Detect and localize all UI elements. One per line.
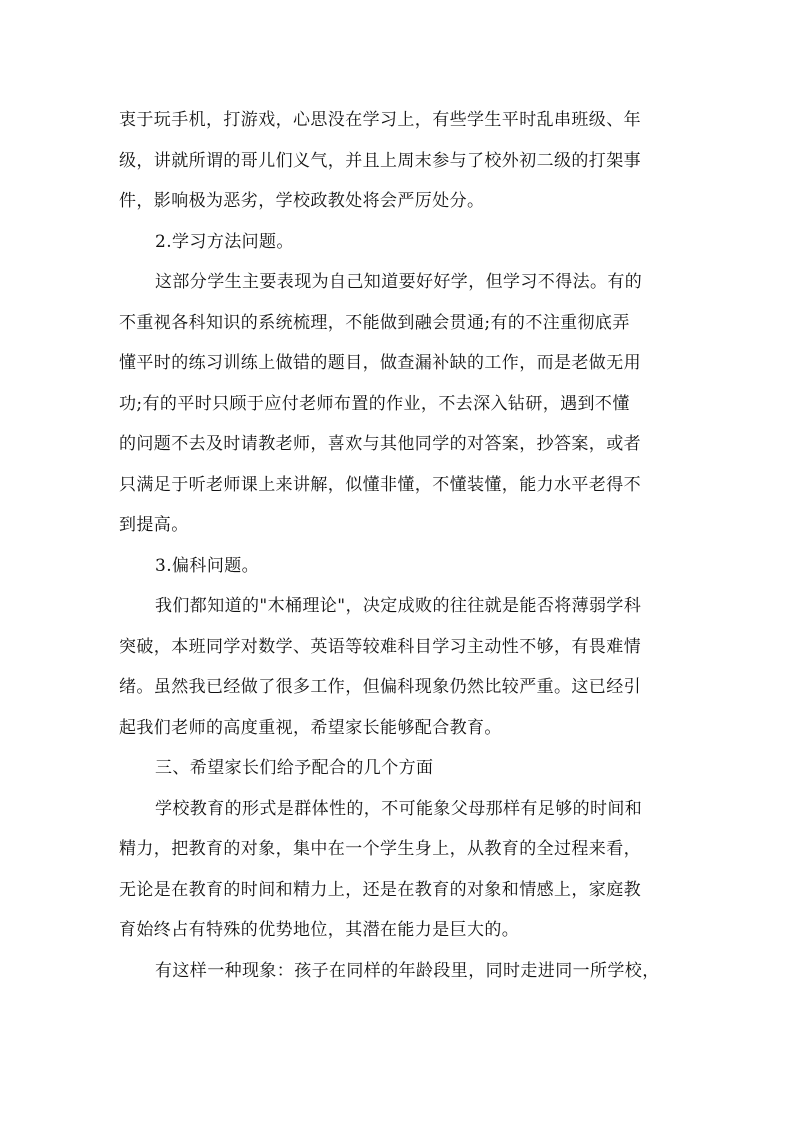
- text-line: 只满足于听老师课上来讲解，似懂非懂，不懂装懂，能力水平老得不: [119, 474, 641, 495]
- document-body: [119, 100, 685, 991]
- text-line: 有这样一种现象：孩子在同样的年龄段里，同时走进同一所学校，: [155, 960, 660, 981]
- text-line: 育始终占有特殊的优势地位，其潜在能力是巨大的。: [119, 920, 520, 940]
- text-line: 精力，把教育的对象，集中在一个学生身上，从教育的全过程来看，: [119, 839, 641, 859]
- text-line: 起我们老师的高度重视，希望家长能够配合教育。: [119, 717, 502, 738]
- text-line: 突破，本班同学对数学、英语等较难科目学习主动性不够，有畏难情: [119, 636, 641, 657]
- text-line: 件，影响极为恶劣，学校政教处将会严厉处分。: [119, 191, 485, 211]
- text-line: 功;有的平时只顾于应付老师布置的作业，不去深入钻研，遇到不懂: [119, 393, 630, 414]
- text-line: 懂平时的练习训练上做错的题目，做查漏补缺的工作，而是老做无用: [119, 353, 641, 373]
- text-line: 级，讲就所谓的哥儿们义气，并且上周末参与了校外初二级的打架事: [119, 150, 641, 171]
- text-line: 2.学习方法问题。: [155, 231, 294, 252]
- text-line: 3.偏科问题。: [155, 555, 260, 576]
- text-line: 我们都知道的"木桶理论"，决定成败的往往就是能否将薄弱学科: [155, 596, 642, 616]
- text-line: 无论是在教育的时间和精力上，还是在教育的对象和情感上，家庭教: [119, 879, 641, 900]
- text-line: 衷于玩手机，打游戏，心思没在学习上，有些学生平时乱串班级、年: [119, 110, 641, 130]
- text-line: 三、希望家长们给予配合的几个方面: [155, 758, 434, 778]
- text-line: 这部分学生主要表现为自己知道要好好学，但学习不得法。有的: [155, 272, 643, 292]
- text-line: 到提高。: [119, 515, 189, 535]
- text-line: 的问题不去及时请教老师，喜欢与其他同学的对答案，抄答案，或者: [119, 434, 641, 454]
- text-line: 不重视各科知识的系统梳理，不能做到融会贯通;有的不注重彻底弄: [119, 312, 630, 333]
- text-line: 学校教育的形式是群体性的，不可能象父母那样有足够的时间和: [155, 798, 643, 819]
- text-line: 绪。虽然我已经做了很多工作，但偏科现象仍然比较严重。这已经引: [119, 677, 641, 697]
